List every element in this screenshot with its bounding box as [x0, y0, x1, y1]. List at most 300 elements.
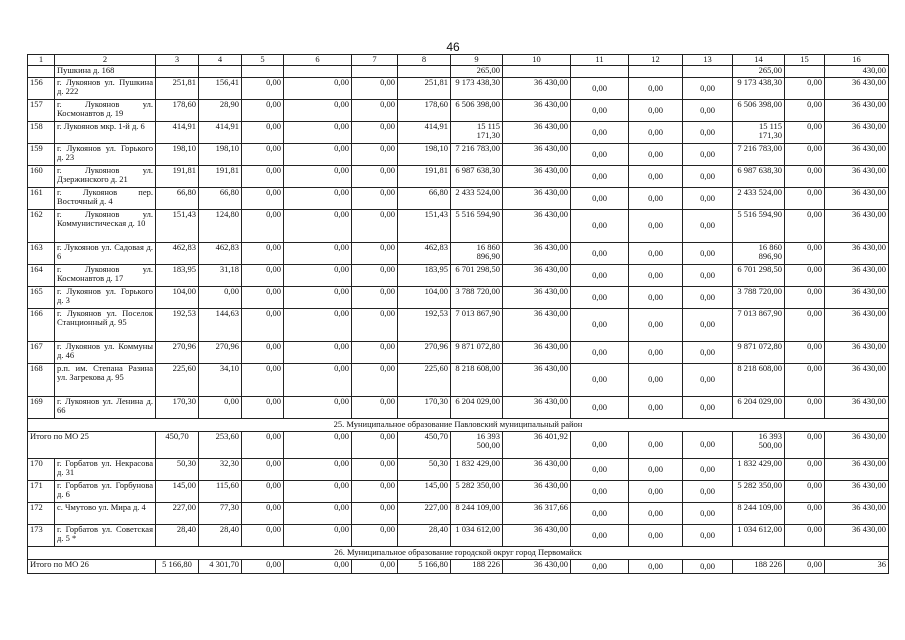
table-row — [28, 525, 889, 547]
table-cell: 0,00 — [571, 397, 629, 419]
table-cell: 36 430,00 — [503, 78, 571, 100]
table-cell: 0,00 — [571, 432, 629, 459]
column-header: 15 — [785, 55, 825, 66]
table-cell: 0,00 — [571, 100, 629, 122]
table-cell — [199, 66, 242, 78]
table-cell: 0,00 — [683, 432, 733, 459]
table-row — [28, 287, 889, 309]
table-cell: 8 244 109,00 — [451, 503, 503, 525]
table-cell: 0,00 — [683, 265, 733, 287]
table-cell: 0,00 — [571, 144, 629, 166]
table-cell — [242, 66, 284, 78]
table-cell: 7 013 867,90 — [451, 309, 503, 342]
table-cell: 0,00 — [683, 287, 733, 309]
table-cell: 36 — [825, 560, 889, 574]
table-cell: 0,00 — [242, 432, 284, 459]
table-cell: 9 173 438,30 — [733, 78, 785, 100]
table-cell: 414,91 — [199, 122, 242, 144]
table-row — [28, 188, 889, 210]
table-cell: 36 430,00 — [825, 166, 889, 188]
table-cell: 36 430,00 — [503, 560, 571, 574]
table-cell: 7 216 783,00 — [451, 144, 503, 166]
table-cell: 0,00 — [629, 243, 683, 265]
table-row — [28, 397, 889, 419]
table-cell: 77,30 — [199, 503, 242, 525]
table-cell: 157 — [28, 100, 55, 122]
table-cell: 0,00 — [284, 78, 352, 100]
table-cell: 0,00 — [683, 100, 733, 122]
table-cell: 0,00 — [571, 122, 629, 144]
table-cell: 36 430,00 — [825, 309, 889, 342]
table-cell: 0,00 — [242, 364, 284, 397]
table-cell: 36 430,00 — [503, 122, 571, 144]
table-cell: 36 430,00 — [503, 364, 571, 397]
table-cell: 0,00 — [683, 342, 733, 364]
table-cell: 6 701 298,50 — [733, 265, 785, 287]
table-cell: 36 430,00 — [503, 397, 571, 419]
column-header: 4 — [199, 55, 242, 66]
table-cell: 0,00 — [683, 364, 733, 397]
table-cell: 16 393 500,00 — [733, 432, 785, 459]
address-cell: г. Лукоянов ул. Космонавтов д. 17 — [55, 265, 156, 287]
table-cell: 0,00 — [242, 397, 284, 419]
table-cell: 36 430,00 — [503, 287, 571, 309]
table-cell: 0,00 — [242, 560, 284, 574]
table-cell: 162 — [28, 210, 55, 243]
table-row — [28, 342, 889, 364]
table-cell: 0,00 — [352, 265, 398, 287]
table-cell: 171 — [28, 481, 55, 503]
table-cell: 198,10 — [398, 144, 451, 166]
header-row — [28, 55, 889, 66]
table-cell: 0,00 — [352, 364, 398, 397]
table-cell: 0,00 — [683, 503, 733, 525]
section-row — [28, 419, 889, 432]
table-cell: 5 282 350,00 — [733, 481, 785, 503]
table-cell: 36 430,00 — [825, 459, 889, 481]
table-cell: 36 317,66 — [503, 503, 571, 525]
table-cell: 36 430,00 — [503, 481, 571, 503]
table-cell: 145,00 — [398, 481, 451, 503]
table-cell: 28,40 — [398, 525, 451, 547]
address-cell: г. Горбатов ул. Советская д. 5 * — [55, 525, 156, 547]
table-cell: 36 430,00 — [503, 166, 571, 188]
table-cell — [503, 66, 571, 78]
table-cell: 36 430,00 — [503, 100, 571, 122]
table-cell: 36 430,00 — [825, 342, 889, 364]
table-row — [28, 481, 889, 503]
table-cell: 66,80 — [398, 188, 451, 210]
table-cell: 66,80 — [199, 188, 242, 210]
table-cell: 0,00 — [571, 481, 629, 503]
table-row — [28, 243, 889, 265]
table-cell: 0,00 — [785, 503, 825, 525]
table-cell: 2 433 524,00 — [451, 188, 503, 210]
table-cell: 5 282 350,00 — [451, 481, 503, 503]
table-cell: 450,70 — [156, 432, 199, 459]
table-cell: 430,00 — [825, 66, 889, 78]
table-cell: 0,00 — [785, 459, 825, 481]
table-cell: 0,00 — [785, 309, 825, 342]
column-header: 14 — [733, 55, 785, 66]
table-cell: 0,00 — [284, 166, 352, 188]
table-cell: 16 860 896,90 — [733, 243, 785, 265]
table-cell: 188 226 — [451, 560, 503, 574]
table-cell: 0,00 — [683, 560, 733, 574]
table-cell: 0,00 — [629, 287, 683, 309]
table-cell: 9 173 438,30 — [451, 78, 503, 100]
table-cell: 104,00 — [156, 287, 199, 309]
table-cell: 7 216 783,00 — [733, 144, 785, 166]
table-cell: 36 430,00 — [825, 144, 889, 166]
table-cell: 15 115 171,30 — [451, 122, 503, 144]
table-cell: 164 — [28, 265, 55, 287]
table-cell: 0,00 — [785, 166, 825, 188]
table-cell: 0,00 — [352, 287, 398, 309]
table-cell: 0,00 — [242, 188, 284, 210]
table-cell: 462,83 — [398, 243, 451, 265]
table-cell — [28, 66, 55, 78]
table-cell: 0,00 — [284, 144, 352, 166]
table-cell: 191,81 — [398, 166, 451, 188]
address-cell: г. Лукоянов ул. Коммуны д. 46 — [55, 342, 156, 364]
table-cell: 0,00 — [242, 265, 284, 287]
table-cell: 0,00 — [785, 243, 825, 265]
address-cell: г. Лукоянов ул. Садовая д. 6 — [55, 243, 156, 265]
column-header: 8 — [398, 55, 451, 66]
table-row — [28, 309, 889, 342]
table-cell — [785, 66, 825, 78]
table-cell: 198,10 — [156, 144, 199, 166]
section-title: 25. Муниципальное образование Павловский муниципальный район — [28, 419, 889, 432]
table-cell: 178,60 — [156, 100, 199, 122]
table-cell: 16 860 896,90 — [451, 243, 503, 265]
table-cell: 8 244 109,00 — [733, 503, 785, 525]
table-cell: 32,30 — [199, 459, 242, 481]
table-cell: 0,00 — [571, 459, 629, 481]
table-cell: 0,00 — [284, 210, 352, 243]
table-cell: 3 788 720,00 — [733, 287, 785, 309]
table-cell: 188 226 — [733, 560, 785, 574]
table-cell: 0,00 — [683, 243, 733, 265]
table-cell: 172 — [28, 503, 55, 525]
section-row — [28, 547, 889, 560]
table-cell: 227,00 — [156, 503, 199, 525]
table-cell: 0,00 — [284, 309, 352, 342]
table-cell: 0,00 — [785, 560, 825, 574]
table-cell: 1 034 612,00 — [733, 525, 785, 547]
table-cell: 0,00 — [284, 287, 352, 309]
table-cell: 225,60 — [398, 364, 451, 397]
table-cell: 163 — [28, 243, 55, 265]
table-cell: 161 — [28, 188, 55, 210]
column-header: 12 — [629, 55, 683, 66]
table-cell: 0,00 — [352, 243, 398, 265]
table-cell: 0,00 — [683, 78, 733, 100]
table-row — [28, 144, 889, 166]
table-cell: 166 — [28, 309, 55, 342]
address-cell: Пушкина д. 168 — [55, 66, 156, 78]
table-cell: 462,83 — [156, 243, 199, 265]
table-cell: 265,00 — [451, 66, 503, 78]
table-cell: 0,00 — [352, 481, 398, 503]
table-cell: 450,70 — [398, 432, 451, 459]
table-cell: 0,00 — [785, 342, 825, 364]
table-cell: 0,00 — [571, 364, 629, 397]
table-cell: 151,43 — [156, 210, 199, 243]
table-cell: 0,00 — [683, 525, 733, 547]
table-cell: 36 430,00 — [503, 188, 571, 210]
total-label: Итого по МО 25 — [28, 432, 156, 459]
table-cell: 0,00 — [242, 459, 284, 481]
table-cell: 0,00 — [629, 342, 683, 364]
table-cell: 36 430,00 — [825, 503, 889, 525]
table-cell: 36 430,00 — [825, 432, 889, 459]
table-cell: 0,00 — [785, 432, 825, 459]
table-cell: 0,00 — [785, 144, 825, 166]
table-cell: 6 701 298,50 — [451, 265, 503, 287]
address-cell: г. Лукоянов мкр. 1-й д. 6 — [55, 122, 156, 144]
table-cell: 28,90 — [199, 100, 242, 122]
table-cell: 0,00 — [683, 166, 733, 188]
table-cell: 0,00 — [629, 100, 683, 122]
table-cell: 36 430,00 — [825, 188, 889, 210]
table-cell: 36 430,00 — [503, 342, 571, 364]
table-cell: 0,00 — [284, 525, 352, 547]
table-cell: 0,00 — [284, 364, 352, 397]
table-cell: 115,60 — [199, 481, 242, 503]
table-cell: 36 430,00 — [825, 265, 889, 287]
table-cell: 183,95 — [156, 265, 199, 287]
table-cell: 165 — [28, 287, 55, 309]
table-cell: 36 401,92 — [503, 432, 571, 459]
table-cell: 145,00 — [156, 481, 199, 503]
table-cell: 170,30 — [398, 397, 451, 419]
column-header: 10 — [503, 55, 571, 66]
table-cell: 124,80 — [199, 210, 242, 243]
table-cell: 0,00 — [629, 309, 683, 342]
table-cell: 0,00 — [352, 144, 398, 166]
table-cell: 0,00 — [571, 503, 629, 525]
table-cell: 0,00 — [785, 78, 825, 100]
table-cell: 5 166,80 — [398, 560, 451, 574]
table-cell: 0,00 — [199, 287, 242, 309]
table-cell: 8 218 608,00 — [451, 364, 503, 397]
table-cell: 462,83 — [199, 243, 242, 265]
table-cell: 1 832 429,00 — [733, 459, 785, 481]
table-cell: 0,00 — [284, 503, 352, 525]
table-cell: 28,40 — [199, 525, 242, 547]
table-cell: 3 788 720,00 — [451, 287, 503, 309]
table-cell: 169 — [28, 397, 55, 419]
table-cell: 251,81 — [398, 78, 451, 100]
table-cell: 0,00 — [629, 122, 683, 144]
table-cell: 1 034 612,00 — [451, 525, 503, 547]
table-row — [28, 503, 889, 525]
table-cell: 173 — [28, 525, 55, 547]
table-cell: 0,00 — [352, 78, 398, 100]
table-cell: 192,53 — [398, 309, 451, 342]
table-cell: 0,00 — [284, 265, 352, 287]
table-cell — [352, 66, 398, 78]
address-cell: г. Лукоянов ул. Космонавтов д. 19 — [55, 100, 156, 122]
table-cell: 0,00 — [785, 397, 825, 419]
table-cell: 31,18 — [199, 265, 242, 287]
table-cell — [629, 66, 683, 78]
table-cell: 6 506 398,00 — [733, 100, 785, 122]
table-cell: 0,00 — [785, 287, 825, 309]
table-cell: 0,00 — [683, 210, 733, 243]
table-cell: 0,00 — [242, 481, 284, 503]
table-cell: 0,00 — [629, 166, 683, 188]
table-cell: 0,00 — [352, 397, 398, 419]
table-cell: 8 218 608,00 — [733, 364, 785, 397]
table-cell: 36 430,00 — [825, 100, 889, 122]
table-cell: 50,30 — [156, 459, 199, 481]
table-cell — [571, 66, 629, 78]
address-cell: г. Лукоянов ул. Пушкина д. 222 — [55, 78, 156, 100]
table-cell: 159 — [28, 144, 55, 166]
address-cell: г. Горбатов ул. Некрасова д. 31 — [55, 459, 156, 481]
table-cell: 183,95 — [398, 265, 451, 287]
table-cell: 0,00 — [683, 144, 733, 166]
table-cell: 0,00 — [785, 100, 825, 122]
table-cell: 0,00 — [571, 525, 629, 547]
table-cell: 0,00 — [284, 432, 352, 459]
table-cell: 36 430,00 — [825, 481, 889, 503]
table-cell: 0,00 — [571, 210, 629, 243]
table-cell: 36 430,00 — [503, 525, 571, 547]
table-cell: 0,00 — [785, 364, 825, 397]
table-cell: 0,00 — [571, 309, 629, 342]
table-cell: 0,00 — [571, 342, 629, 364]
column-header: 16 — [825, 55, 889, 66]
address-cell: г. Лукоянов ул. Ленина д. 66 — [55, 397, 156, 419]
table-cell — [156, 66, 199, 78]
table-cell: 0,00 — [629, 188, 683, 210]
table-cell: 0,00 — [683, 459, 733, 481]
table-cell: 158 — [28, 122, 55, 144]
table-cell: 0,00 — [352, 342, 398, 364]
table-cell: 6 506 398,00 — [451, 100, 503, 122]
table-row — [28, 100, 889, 122]
address-cell: г. Лукоянов ул. Горького д. 23 — [55, 144, 156, 166]
table-cell: 0,00 — [352, 309, 398, 342]
table-cell: 0,00 — [629, 210, 683, 243]
table-row — [28, 210, 889, 243]
table-cell: 36 430,00 — [825, 364, 889, 397]
column-header: 3 — [156, 55, 199, 66]
table-cell: 0,00 — [242, 100, 284, 122]
table-cell: 36 430,00 — [503, 309, 571, 342]
table-cell: 151,43 — [398, 210, 451, 243]
table-cell: 0,00 — [629, 481, 683, 503]
table-cell: 0,00 — [284, 100, 352, 122]
table-cell: 36 430,00 — [825, 287, 889, 309]
table-cell: 0,00 — [683, 397, 733, 419]
table-cell: 0,00 — [629, 560, 683, 574]
table-cell: 36 430,00 — [503, 144, 571, 166]
table-cell: 0,00 — [352, 122, 398, 144]
table-cell: 144,63 — [199, 309, 242, 342]
table-cell: 156 — [28, 78, 55, 100]
table-cell: 36 430,00 — [503, 210, 571, 243]
table-cell: 0,00 — [785, 188, 825, 210]
table-cell: 0,00 — [785, 210, 825, 243]
table-cell: 0,00 — [242, 122, 284, 144]
table-cell — [398, 66, 451, 78]
table-cell: 192,53 — [156, 309, 199, 342]
table-cell: 0,00 — [352, 100, 398, 122]
table-cell: 34,10 — [199, 364, 242, 397]
table-cell: 0,00 — [571, 287, 629, 309]
table-cell: 5 166,80 — [156, 560, 199, 574]
table-row — [28, 78, 889, 100]
total-row — [28, 560, 889, 574]
table-cell: 5 516 594,90 — [451, 210, 503, 243]
column-header: 6 — [284, 55, 352, 66]
table-cell: 0,00 — [629, 364, 683, 397]
table-cell: 36 430,00 — [825, 122, 889, 144]
table-cell: 414,91 — [398, 122, 451, 144]
table-cell: 0,00 — [629, 397, 683, 419]
table-cell: 7 013 867,90 — [733, 309, 785, 342]
table-cell: 0,00 — [352, 525, 398, 547]
table-cell: 0,00 — [629, 503, 683, 525]
table-cell: 414,91 — [156, 122, 199, 144]
table-cell: 0,00 — [284, 481, 352, 503]
table-cell: 0,00 — [284, 342, 352, 364]
table-row — [28, 459, 889, 481]
table-cell: 0,00 — [352, 166, 398, 188]
address-cell: г. Горбатов ул. Горбунова д. 6 — [55, 481, 156, 503]
table-cell: 0,00 — [242, 78, 284, 100]
table-cell: 167 — [28, 342, 55, 364]
table-cell: 6 204 029,00 — [451, 397, 503, 419]
table-cell: 36 430,00 — [825, 525, 889, 547]
table-row — [28, 166, 889, 188]
table-cell: 0,00 — [571, 243, 629, 265]
table-cell: 0,00 — [199, 397, 242, 419]
table-cell — [683, 66, 733, 78]
table-cell: 16 393 500,00 — [451, 432, 503, 459]
table-cell: 36 430,00 — [503, 243, 571, 265]
column-header: 9 — [451, 55, 503, 66]
table-cell: 0,00 — [352, 432, 398, 459]
table-cell: 0,00 — [683, 122, 733, 144]
table-cell: 6 987 638,30 — [451, 166, 503, 188]
table-cell: 270,96 — [156, 342, 199, 364]
table-cell: 0,00 — [629, 525, 683, 547]
address-cell: г. Лукоянов пер. Восточный д. 4 — [55, 188, 156, 210]
table-cell: 160 — [28, 166, 55, 188]
table-cell: 0,00 — [242, 342, 284, 364]
table-cell: 0,00 — [284, 243, 352, 265]
section-title: 26. Муниципальное образование городской округ город Первомайск — [28, 547, 889, 560]
table-cell: 0,00 — [571, 78, 629, 100]
address-cell: с. Чмутово ул. Мира д. 4 — [55, 503, 156, 525]
table-cell: 170 — [28, 459, 55, 481]
table-cell: 0,00 — [284, 459, 352, 481]
table-cell: 0,00 — [571, 166, 629, 188]
table-cell: 156,41 — [199, 78, 242, 100]
page-number: 46 — [446, 40, 460, 54]
total-row — [28, 432, 889, 459]
table-cell: 0,00 — [785, 265, 825, 287]
table-cell: 0,00 — [352, 188, 398, 210]
table-cell: 168 — [28, 364, 55, 397]
table-cell: 0,00 — [571, 560, 629, 574]
